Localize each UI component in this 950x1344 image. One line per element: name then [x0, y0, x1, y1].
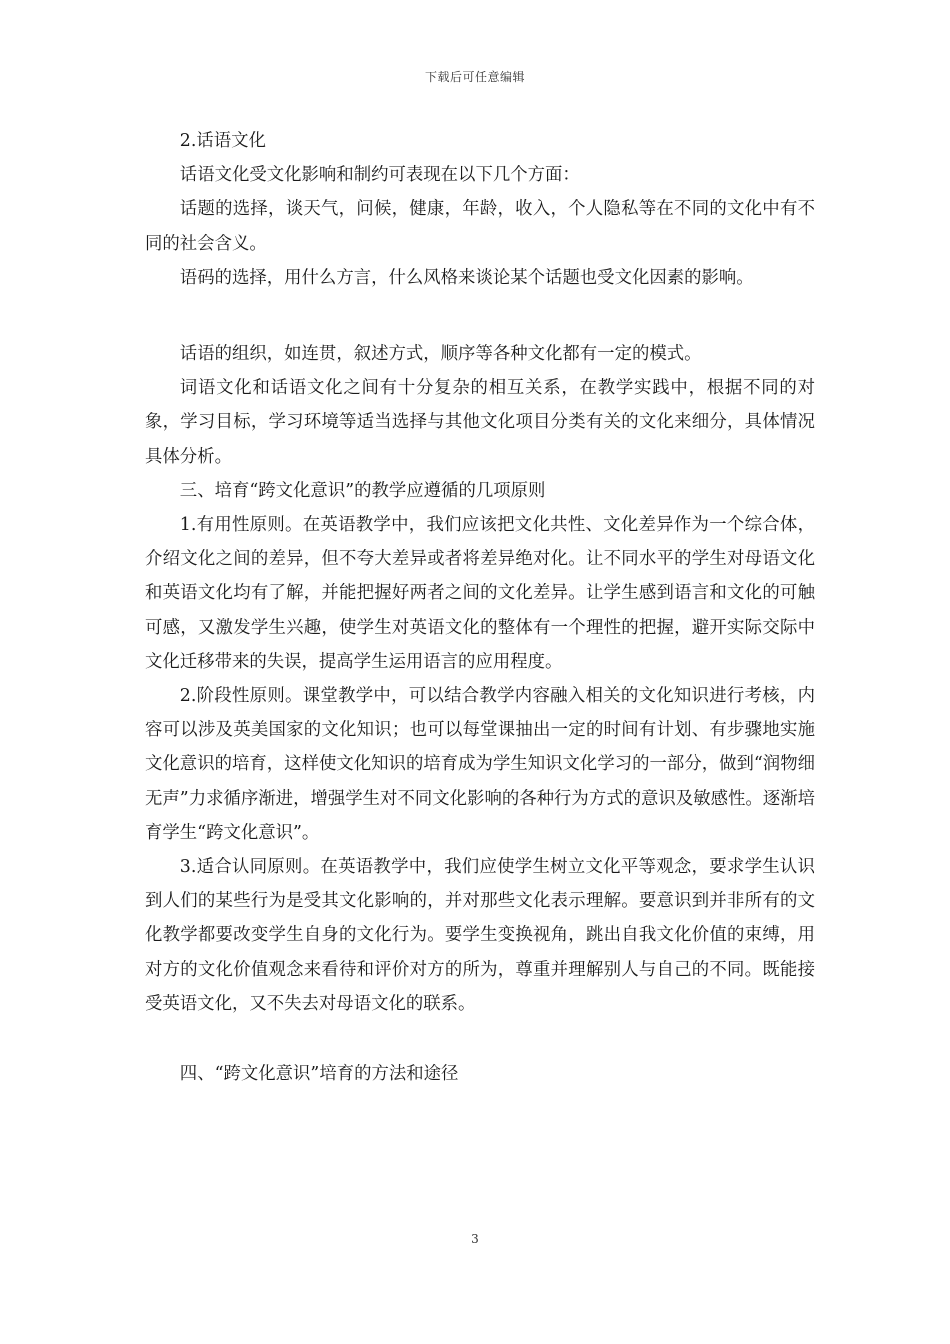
- paragraph: 词语文化和话语文化之间有十分复杂的相互关系，在教学实践中，根据不同的对象，学习目标，学习环境等适当选择与其他文化项目分类有关的文化来细分，具体情况具体分析。: [145, 378, 815, 467]
- section-heading-methods: 四、“跨文化意识”培育的方法和途径: [179, 1064, 459, 1085]
- paragraph: 2.阶段性原则。课堂教学中，可以结合教学内容融入相关的文化知识进行考核，内容可以涉及英美国家的文化知识；也可以每堂课抽出一定的时间有计划、有步骤地实施文化意识的培育，这样使文化知识的培育成为学生知识文化学习的一部分，做到“润物细无声”力求循序渐进，增强学生对不同文化影响的各种行为方式的意识及敏感性。逐渐培育学生“跨文化意识”。: [145, 686, 815, 843]
- document-body: [145, 124, 815, 1091]
- paragraph: 3.适合认同原则。在英语教学中，我们应使学生树立文化平等观念，要求学生认识到人们的某些行为是受其文化影响的，并对那些文化表示理解。要意识到并非所有的文化教学都要改变学生自身的文化行为。要学生变换视角，跳出自我文化价值的束缚，用对方的文化价值观念来看待和评价对方的所为，尊重并理解别人与自己的不同。既能接受英语文化，又不失去对母语文化的联系。: [145, 857, 815, 1014]
- page-number: 3: [471, 1232, 479, 1246]
- paragraph: 1.有用性原则。在英语教学中，我们应该把文化共性、文化差异作为一个综合体，介绍文化之间的差异，但不夸大差异或者将差异绝对化。让不同水平的学生对母语文化和英语文化均有了解，并能把握好两者之间的文化差异。让学生感到语言和文化的可触可感，又激发学生兴趣，使学生对英语文化的整体有一个理性的把握，避开实际交际中文化迁移带来的失误，提高学生运用语言的应用程度。: [145, 515, 815, 672]
- section-heading-discourse-culture: 2.话语文化: [179, 131, 266, 151]
- section-heading-principles: 三、培育“跨文化意识”的教学应遵循的几项原则: [179, 480, 546, 501]
- paragraph: 语码的选择，用什么方言，什么风格来谈论某个话题也受文化因素的影响。: [179, 267, 754, 288]
- paragraph: 话题的选择，谈天气，问候，健康，年龄，收入，个人隐私等在不同的文化中有不同的社会含义。: [145, 199, 815, 254]
- paragraph: 话语的组织，如连贯，叙述方式，顺序等各种文化都有一定的模式。: [179, 344, 702, 365]
- paragraph: 话语文化受文化影响和制约可表现在以下几个方面：: [179, 165, 580, 186]
- page-header: 下载后可任意编辑: [424, 70, 525, 84]
